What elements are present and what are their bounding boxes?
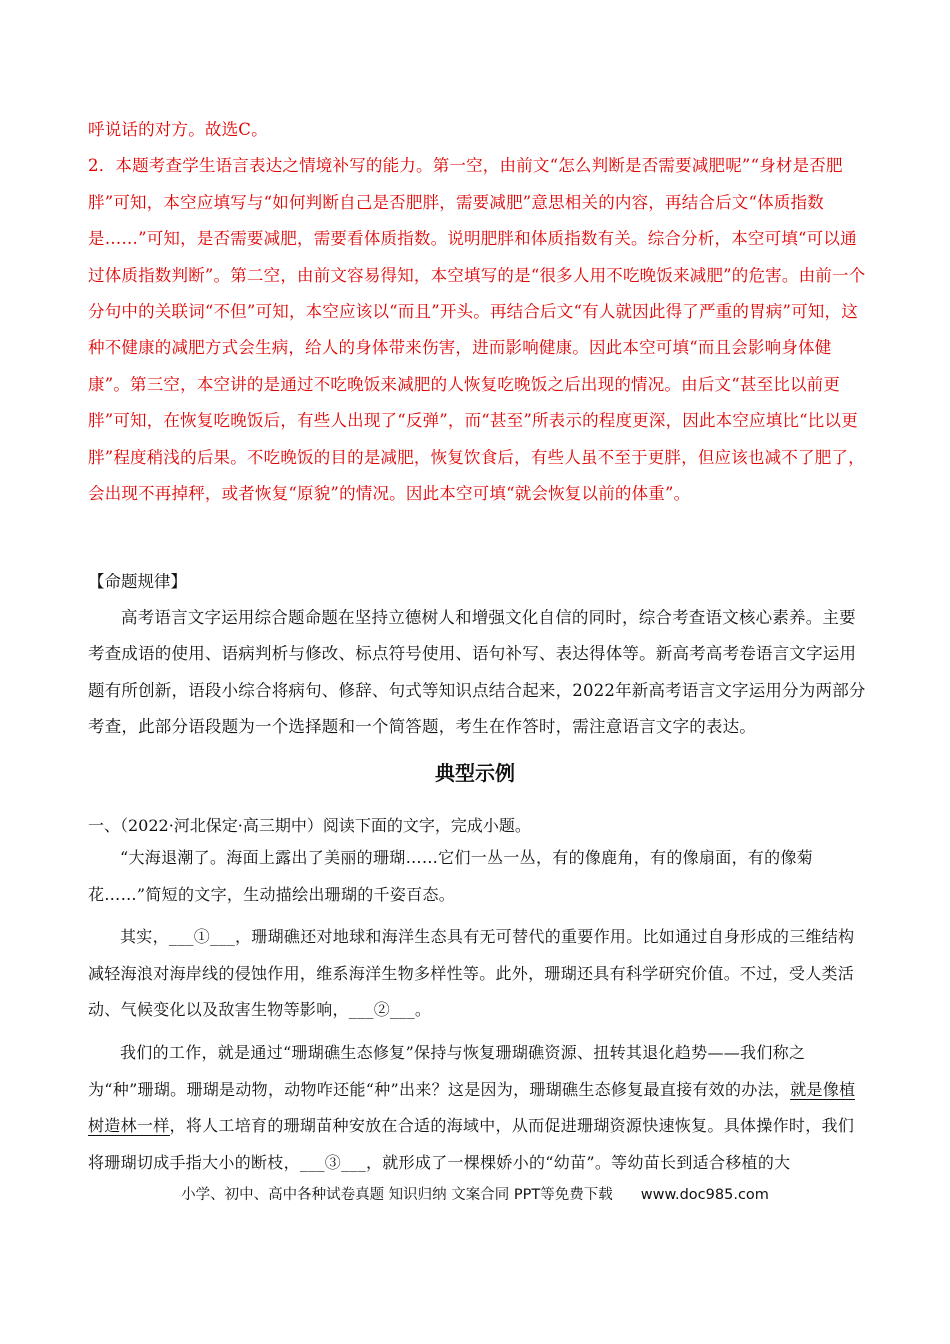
footer-text: 小学、初中、高中各种试卷真题 知识归纳 文案合同 PPT等免费下载 — [181, 1187, 613, 1203]
answer-paragraph-2: 2．本题考查学生语言表达之情境补写的能力。第一空，由前文“怎么判断是否需要减肥呢”“身材是否肥胖”可知，本空应填写与“如何判断自己是否肥胖，需要减肥”意思相关的内容，再结合后文“体质指数是……”可知，是否需要减肥，需要看体质指数。说明肥胖和体质指数有关。综合分析，本空可填“可以通过体质指数判断”。第二空，由前文容易得知，本空填写的是“很多人用不吃晚饭来减肥”的危害。由前一个分句中的关联词“不但”可知，本空应该以“而且”开头。再结合后文“有人就因此得了严重的胃病”可知，这种不健康的减肥方式会生病，给人的身体带来伤害，进而影响健康。因此本空可填“而且会影响身体健康”。第三空，本空讲的是通过不吃晚饭来减肥的人恢复吃晚饭之后出现的情况。由后文“甚至比以前更胖”可知，在恢复吃晚饭后，有些人出现了“反弹”，而“甚至”所表示的程度更深，因此本空应填比“比以更胖”程度稍浅的后果。不吃晚饭的目的是减肥，恢复饮食后，有些人虽不至于更胖，但应该也减不了肥了，会出现不再掉秤，或者恢复“原貌”的情况。因此本空可填“就会恢复以前的体重”。 — [88, 156, 866, 504]
question-heading: 一、（2022·河北保定·高三期中）阅读下面的文字，完成小题。 — [88, 816, 531, 835]
reading-passage — [88, 840, 868, 1181]
rule-heading: 【命题规律】 — [88, 572, 187, 591]
footer-site-link[interactable]: www.doc985.com — [640, 1187, 769, 1203]
rule-body: 高考语言文字运用综合题命题在坚持立德树人和增强文化自信的同时，综合考查语文核心素养。主要考查成语的使用、语病判析与修改、标点符号使用、语句补写、表达得体等。新高考高考卷语言文字运用题有所创新，语段小综合将病句、修辞、句式等知识点结合起来，2022年新高考语言文字运用分为两部分考查，此部分语段题为一个选择题和一个简答题，考生在作答时，需注意语言文字的表达。 — [88, 608, 866, 737]
passage-paragraph-1: “大海退潮了。海面上露出了美丽的珊瑚……它们一丛一丛，有的像鹿角，有的像扇面，有的像菊花……”简短的文字，生动描绘出珊瑚的千姿百态。 — [88, 848, 814, 904]
section-title: 典型示例 — [435, 761, 515, 785]
passage-paragraph-3-part-a: 我们的工作，就是通过“珊瑚礁生态修复”保持与恢复珊瑚礁资源、扭转其退化趋势——我们称之为“种”珊瑚。珊瑚是动物，动物咋还能“种”出来？这是因为，珊瑚礁生态修复最直接有效的办法， — [88, 1042, 806, 1099]
passage-paragraph-2: 其实，___①___，珊瑚礁还对地球和海洋生态具有无可替代的重要作用。比如通过自身形成的三维结构减轻海浪对海岸线的侵蚀作用，维系海洋生物多样性等。此外，珊瑚还具有科学研究价值。不过，受人类活动、气候变化以及敌害生物等影响，___②___。 — [88, 927, 855, 1020]
answer-explanation — [88, 112, 868, 512]
passage-paragraph-3 — [88, 1035, 868, 1181]
passage-underlined-phrase: 就是像植树造林一样 — [88, 1079, 856, 1136]
page-footer — [0, 1183, 950, 1204]
passage-paragraph-3-part-b: ，将人工培育的珊瑚苗种安放在合适的海域中，从而促进珊瑚资源快速恢复。具体操作时，我们将珊瑚切成手指大小的断枝，___③___，就形成了一棵棵娇小的“幼苗”。等幼苗长到适合移植的大 — [88, 1116, 855, 1172]
answer-paragraph-1: 呼说话的对方。故选C。 — [88, 120, 268, 139]
